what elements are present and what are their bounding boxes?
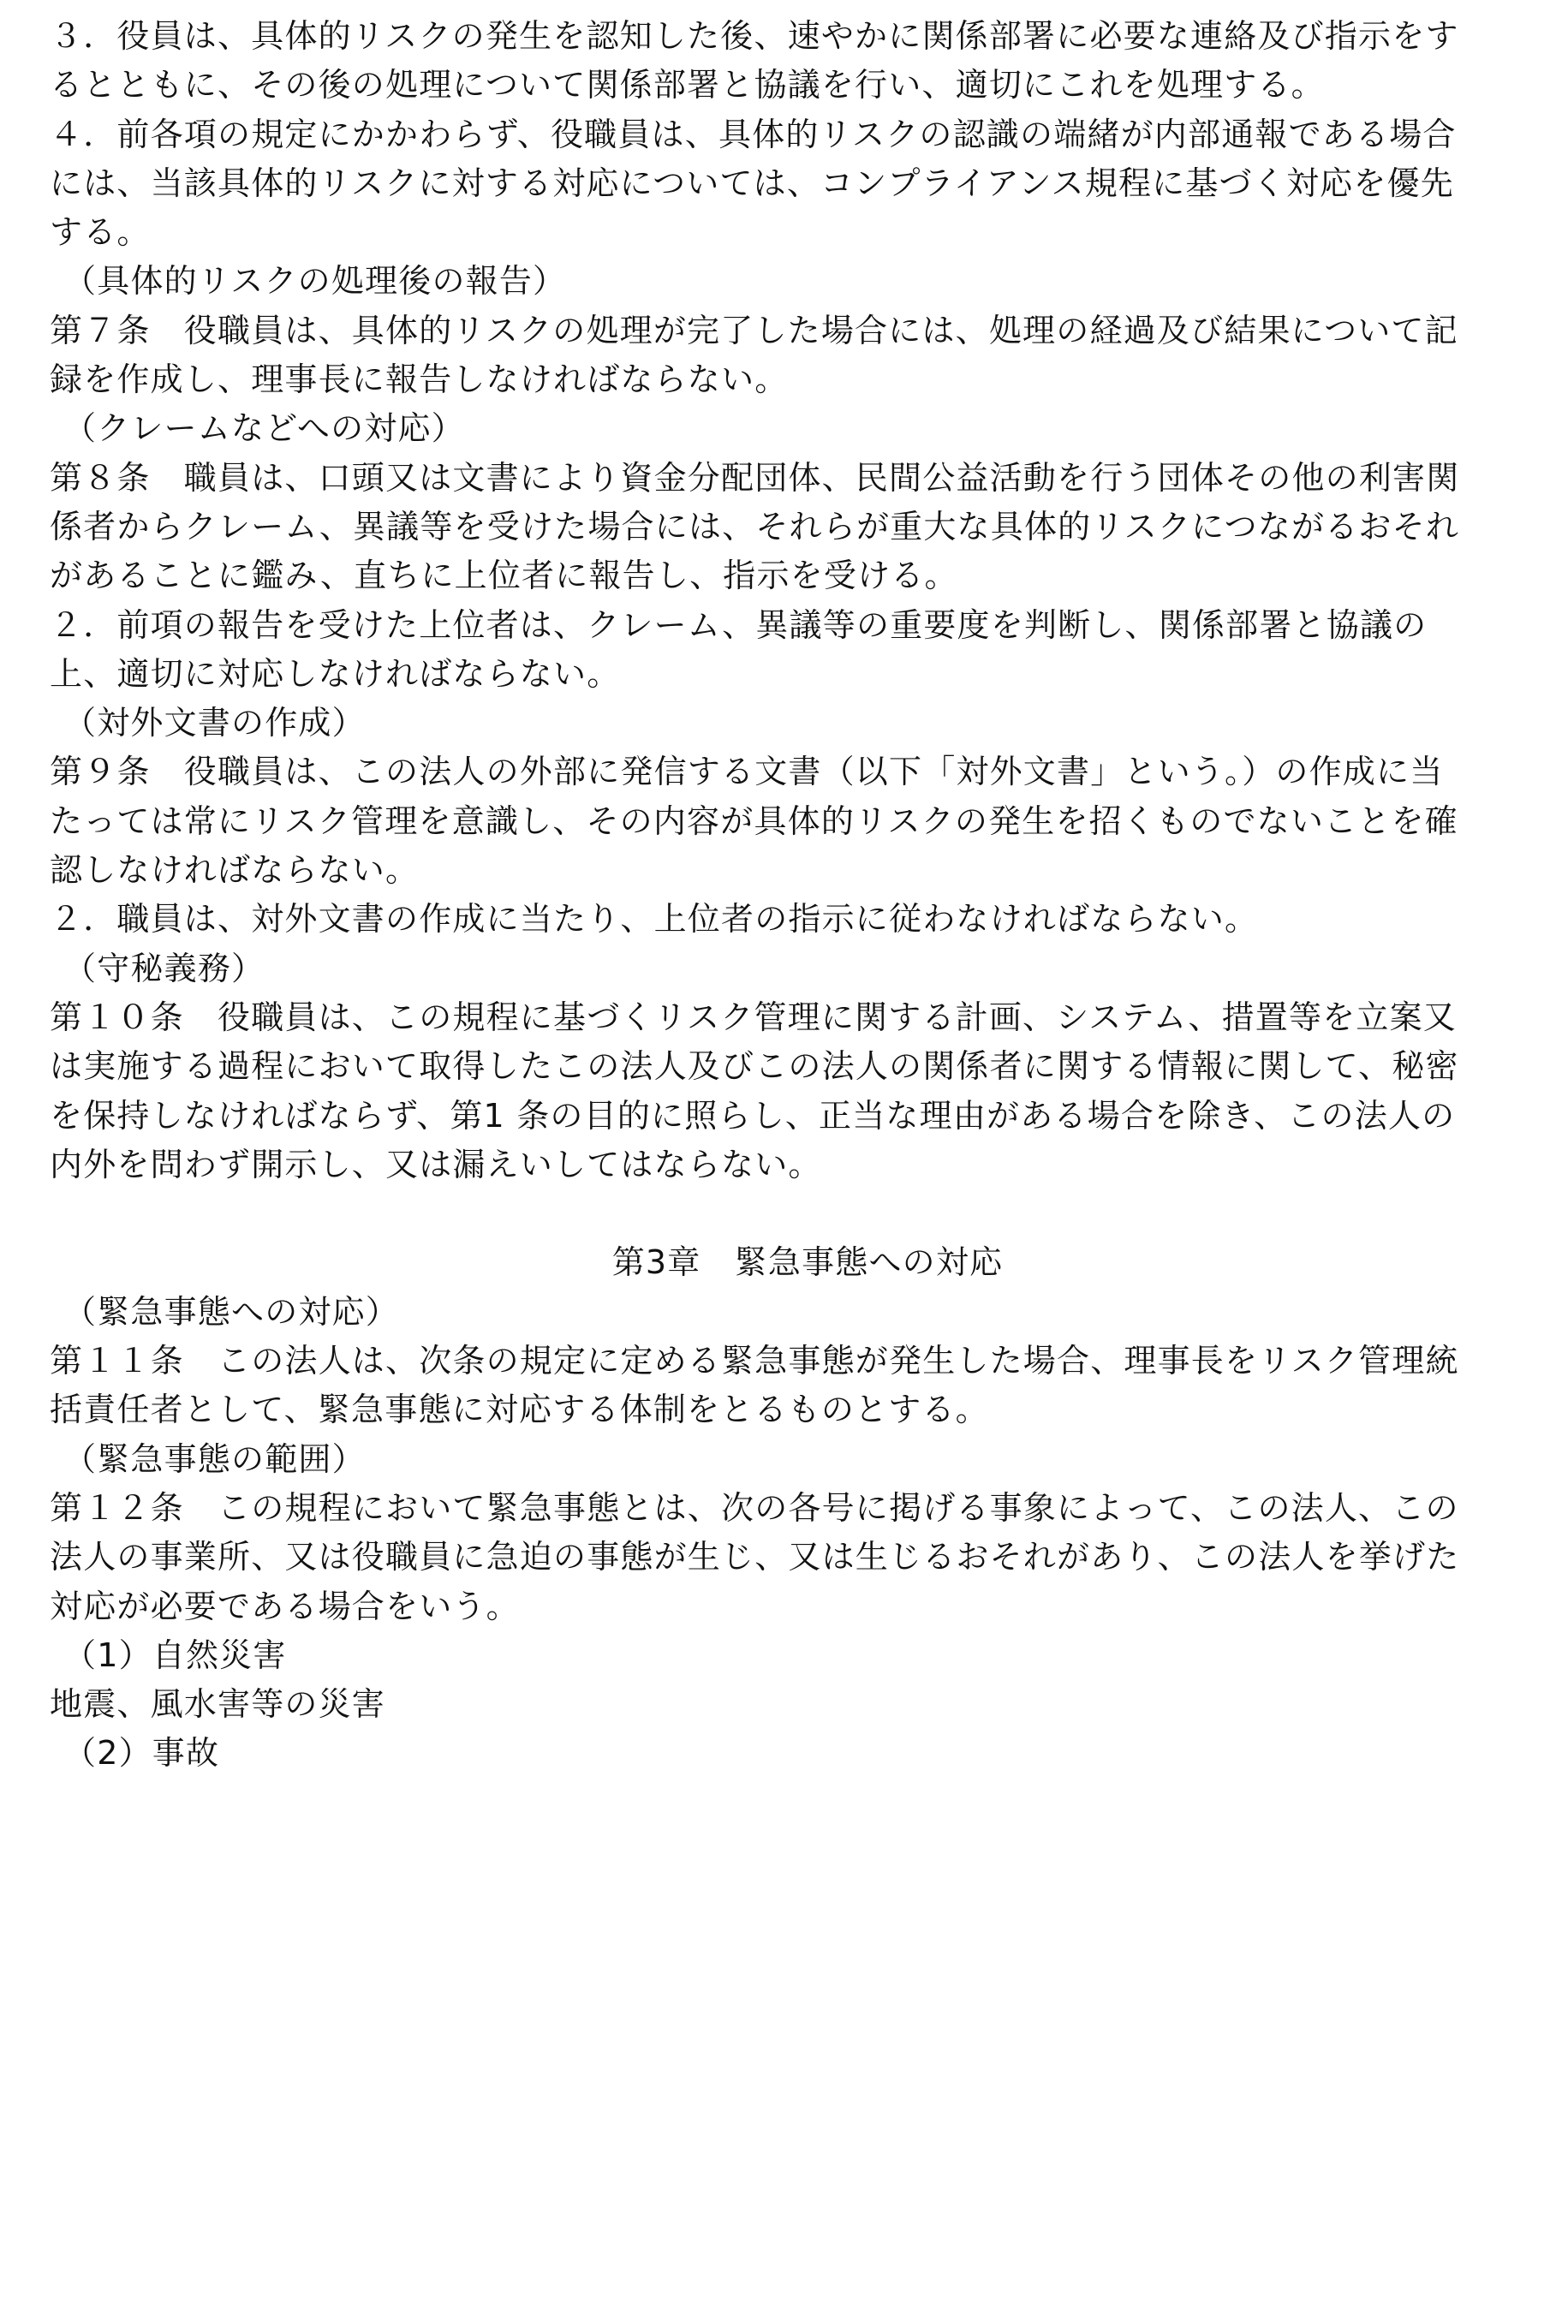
text-line: 括責任者として、緊急事態に対応する体制をとるものとする。 — [50, 1391, 989, 1429]
text-line: たっては常にリスク管理を意識し、その内容が具体的リスクの発生を招くものでないことを確 — [50, 801, 1458, 840]
text-line: があることに鑑み、直ちに上位者に報告し、指示を受ける。 — [50, 557, 958, 595]
list-item: （1）自然災害 — [63, 1636, 287, 1674]
chapter-title: 第3章 緊急事態への対応 — [611, 1243, 1004, 1282]
text-line: 地震、風水害等の災害 — [50, 1685, 386, 1724]
text-line: 録を作成し、理事長に報告しなければならない。 — [50, 361, 789, 399]
text-line: は実施する過程において取得したこの法人及びこの法人の関係者に関する情報に関して、秘密 — [50, 1047, 1459, 1086]
text-line: るとともに、その後の処理について関係部署と協議を行い、適切にこれを処理する。 — [50, 66, 1325, 104]
article-line: 第１２条 この規程において緊急事態とは、次の各号に掲げる事象によって、この法人、この — [50, 1488, 1459, 1527]
document-page — [50, 12, 1557, 1779]
article-line: 第１０条 役職員は、この規程に基づくリスク管理に関する計画、システム、措置等を立案又 — [50, 998, 1457, 1036]
text-line: ２．職員は、対外文書の作成に当たり、上位者の指示に従わなければならない。 — [50, 900, 1259, 939]
text-line: 上、適切に対応しなければならない。 — [50, 654, 621, 693]
article-line: 第７条 役職員は、具体的リスクの処理が完了した場合には、処理の経過及び結果について記 — [50, 311, 1458, 349]
text-line: を保持しなければならず、第1 条の目的に照らし、正当な理由がある場合を除き、この法人の — [50, 1096, 1456, 1135]
article-line: 第８条 職員は、口頭又は文書により資金分配団体、民間公益活動を行う団体その他の利害関 — [50, 458, 1460, 497]
text-line: 内外を問わず開示し、又は漏えいしてはならない。 — [50, 1145, 822, 1183]
article-line: 第９条 役職員は、この法人の外部に発信する文書（以下「対外文書」という。）の作成に当 — [50, 753, 1444, 791]
section-heading: （緊急事態への対応） — [63, 1292, 400, 1331]
text-line: ２．前項の報告を受けた上位者は、クレーム、異議等の重要度を判断し、関係部署と協議の — [50, 605, 1428, 644]
blank-line — [50, 1189, 1557, 1238]
text-line: 係者からクレーム、異議等を受けた場合には、それらが重大な具体的リスクにつながるおそれ — [50, 507, 1460, 545]
section-heading: （対外文書の作成） — [63, 704, 366, 742]
section-heading: （クレームなどへの対応） — [63, 409, 465, 448]
text-line: 法人の事業所、又は役職員に急迫の事態が生じ、又は生じるおそれがあり、この法人を挙げた — [50, 1538, 1460, 1576]
text-line: ４．前各項の規定にかかわらず、役職員は、具体的リスクの認識の端緒が内部通報である場合 — [50, 115, 1457, 153]
list-item: （2）事故 — [63, 1734, 220, 1773]
text-line: 対応が必要である場合をいう。 — [50, 1587, 520, 1625]
text-line: には、当該具体的リスクに対する対応については、コンプライアンス規程に基づく対応を優先 — [50, 164, 1454, 202]
section-heading: （緊急事態の範囲） — [63, 1439, 366, 1478]
text-line: 認しなければならない。 — [50, 851, 420, 890]
section-heading: （守秘義務） — [63, 949, 265, 987]
article-line: 第１１条 この法人は、次条の規定に定める緊急事態が発生した場合、理事長をリスク管理統 — [50, 1342, 1459, 1380]
text-line: する。 — [50, 213, 151, 252]
section-heading: （具体的リスクの処理後の報告） — [63, 262, 567, 301]
text-line: ３．役員は、具体的リスクの発生を認知した後、速やかに関係部署に必要な連絡及び指示をす — [50, 17, 1459, 55]
